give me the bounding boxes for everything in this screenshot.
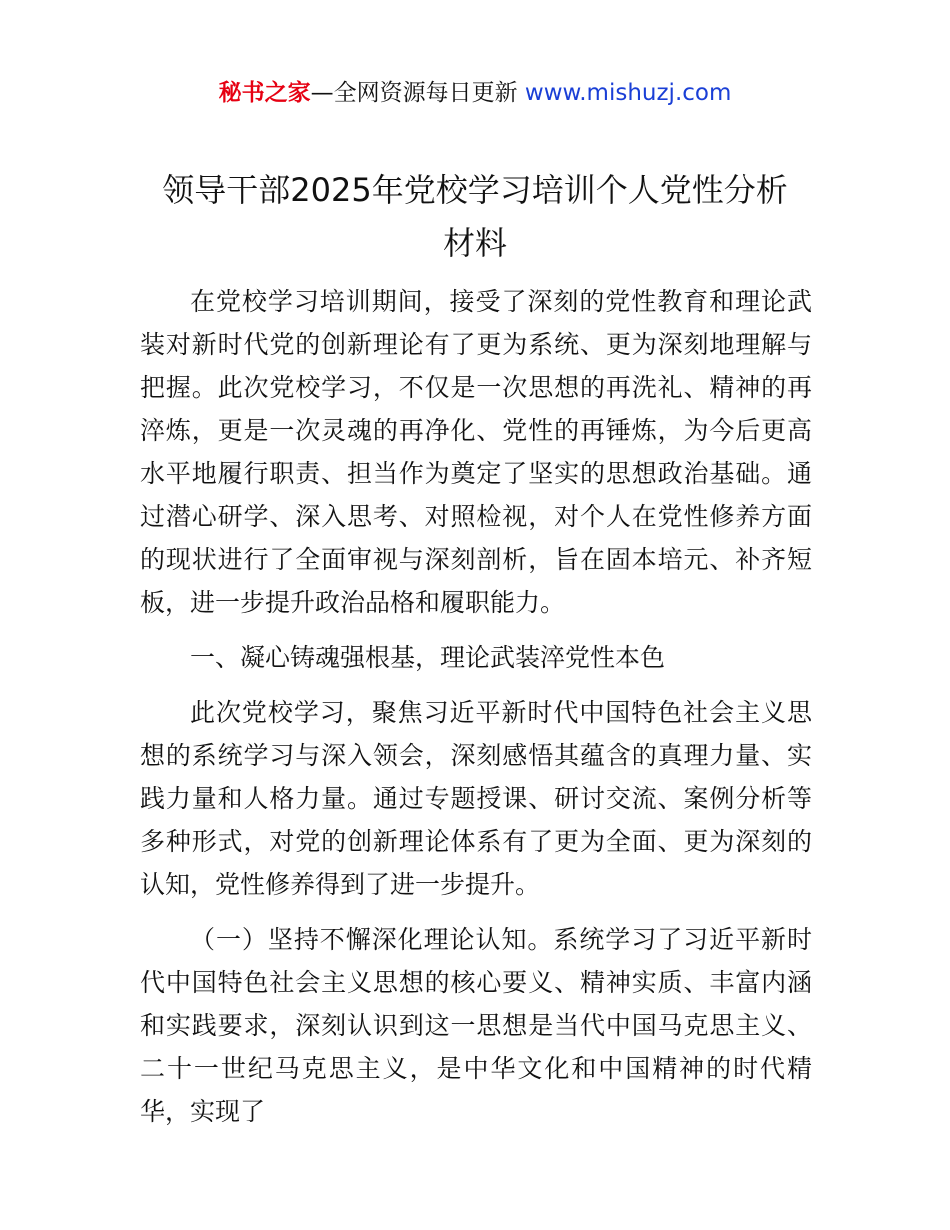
subsection-paragraph: （一）坚持不懈深化理论认知。系统学习了习近平新时代中国特色社会主义思想的核心要义、精神实质、丰富内涵和实践要求，深刻认识到这一思想是当代中国马克思主义、二十一世纪马克思主义，是中华文化和中国精神的时代精华，实现了 [140,925,812,1126]
section-heading: 一、凝心铸魂强根基，理论武装淬党性本色 [190,643,666,672]
title-line-1: 领导干部2025年党校学习培训个人党性分析 [162,171,788,209]
section-paragraph: 此次党校学习，聚焦习近平新时代中国特色社会主义思想的系统学习与深入领会，深刻感悟其蕴含的真理力量、实践力量和人格力量。通过专题授课、研讨交流、案例分析等多种形式，对党的创新理论体系有了更为全面、更为深刻的认知，党性修养得到了进一步提升。 [140,698,812,899]
title-line-2: 材料 [442,224,507,262]
site-link[interactable]: www.mishuzj.com [524,80,732,106]
brand-name: 秘书之家 [218,80,311,106]
document-body [140,280,812,1133]
header-tagline: —全网资源每日更新 [310,80,525,106]
document-title [140,164,810,270]
site-header [0,76,950,110]
intro-paragraph: 在党校学习培训期间，接受了深刻的党性教育和理论武装对新时代党的创新理论有了更为系统、更为深刻地理解与把握。此次党校学习，不仅是一次思想的再洗礼、精神的再淬炼，更是一次灵魂的再净化、党性的再锤炼，为今后更高水平地履行职责、担当作为奠定了坚实的思想政治基础。通过潜心研学、深入思考、对照检视，对个人在党性修养方面的现状进行了全面审视与深刻剖析，旨在固本培元、补齐短板，进一步提升政治品格和履职能力。 [140,287,812,617]
